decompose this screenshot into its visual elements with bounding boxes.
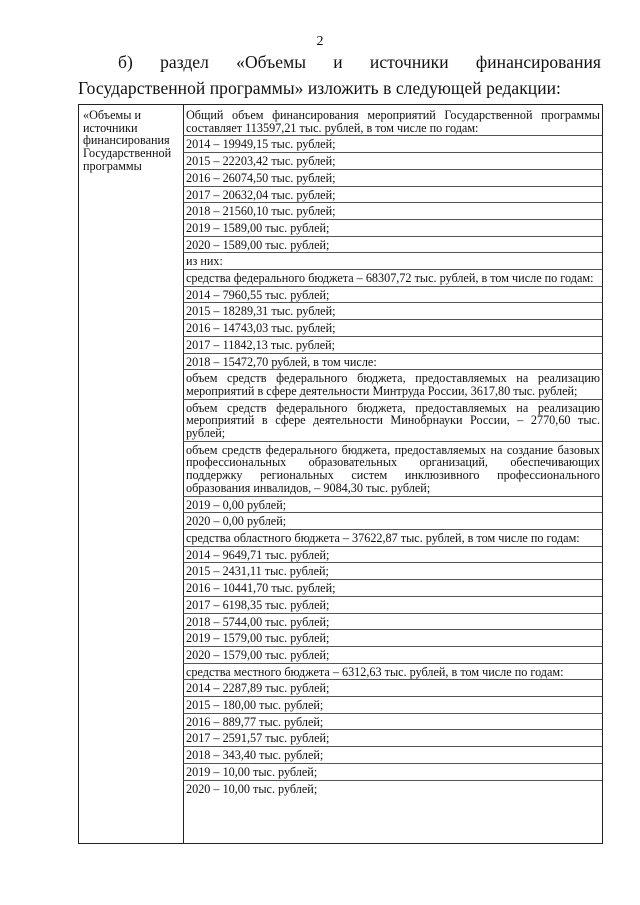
- table-line: 2019 – 10,00 тыс. рублей;: [183, 764, 602, 781]
- table-line: 2020 – 10,00 тыс. рублей;: [186, 781, 318, 796]
- table-line: объем средств федерального бюджета, предоставляемых на реализацию мероприятий в сфере деятельности Минобрнауки России, – 2770,60 тыс. рублей;: [183, 400, 602, 442]
- table-line: 2014 – 2287,89 тыс. рублей;: [183, 680, 602, 697]
- table-line: 2018 – 343,40 тыс. рублей;: [183, 747, 602, 764]
- table-line: 2015 – 18289,31 тыс. рублей;: [183, 303, 602, 320]
- table-line: 2018 – 5744,00 тыс. рублей;: [183, 614, 602, 631]
- table-line: 2014 – 19949,15 тыс. рублей;: [183, 136, 602, 153]
- table-line: 2018 – 15472,70 рублей, в том числе:: [183, 354, 602, 371]
- table-line: 2017 – 6198,35 тыс. рублей;: [183, 597, 602, 614]
- table-line: 2016 – 10441,70 тыс. рублей;: [183, 580, 602, 597]
- table-line: 2015 – 180,00 тыс. рублей;: [183, 697, 602, 714]
- table-line: Общий объем финансирования мероприятий Государственной программы составляет 113597,21 тыс. рублей, в том числе по годам:: [183, 107, 602, 136]
- table-line: 2018 – 21560,10 тыс. рублей;: [183, 203, 602, 220]
- table-line: 2014 – 9649,71 тыс. рублей;: [183, 547, 602, 564]
- table-line: средства областного бюджета – 37622,87 тыс. рублей, в том числе по годам:: [183, 530, 602, 547]
- table-line: 2015 – 22203,42 тыс. рублей;: [183, 153, 602, 170]
- table-line: 2020 – 0,00 рублей;: [183, 513, 602, 530]
- table-line: 2017 – 11842,13 тыс. рублей;: [183, 337, 602, 354]
- table-line: 2019 – 1579,00 тыс. рублей;: [183, 630, 602, 647]
- table-line: 2019 – 1589,00 тыс. рублей;: [183, 220, 602, 237]
- table-line: 2020 – 1589,00 тыс. рублей;: [183, 237, 602, 254]
- table-line: 2014 – 7960,55 тыс. рублей;: [183, 287, 602, 304]
- table-line: 2016 – 14743,03 тыс. рублей;: [183, 320, 602, 337]
- table-line: 2017 – 20632,04 тыс. рублей;: [183, 187, 602, 204]
- table-line: 2017 – 2591,57 тыс. рублей;: [183, 730, 602, 747]
- page-number: 2: [316, 34, 324, 49]
- table-line: 2019 – 0,00 рублей;: [183, 497, 602, 514]
- table-line: 2016 – 26074,50 тыс. рублей;: [183, 170, 602, 187]
- financing-table: [78, 104, 603, 844]
- table-line: 2015 – 2431,11 тыс. рублей;: [183, 563, 602, 580]
- table-line: 2016 – 889,77 тыс. рублей;: [183, 714, 602, 731]
- table-line: 2020 – 1579,00 тыс. рублей;: [183, 647, 602, 664]
- intro-paragraph: б) раздел «Объемы и источники финансирования Государственной программы» изложить в следующей редакции:: [78, 52, 601, 98]
- table-line: средства местного бюджета – 6312,63 тыс. рублей, в том числе по годам:: [183, 664, 602, 681]
- table-line: средства федерального бюджета – 68307,72 тыс. рублей, в том числе по годам:: [183, 270, 602, 287]
- table-line: из них:: [183, 253, 602, 270]
- table-line: объем средств федерального бюджета, предоставляемых на создание базовых профессиональных образовательных организаций, обеспечивающих поддержку региональных систем инклюзивного профессионального образования инвалидов, – 9084,30 тыс. рублей;: [183, 442, 602, 497]
- table-right-cell: [183, 107, 602, 797]
- table-left-header: «Объемы и источники финансирования Государственной программы: [83, 108, 172, 173]
- table-line: объем средств федерального бюджета, предоставляемых на реализацию мероприятий в сфере деятельности Минтруда России, 3617,80 тыс. рублей;: [183, 370, 602, 399]
